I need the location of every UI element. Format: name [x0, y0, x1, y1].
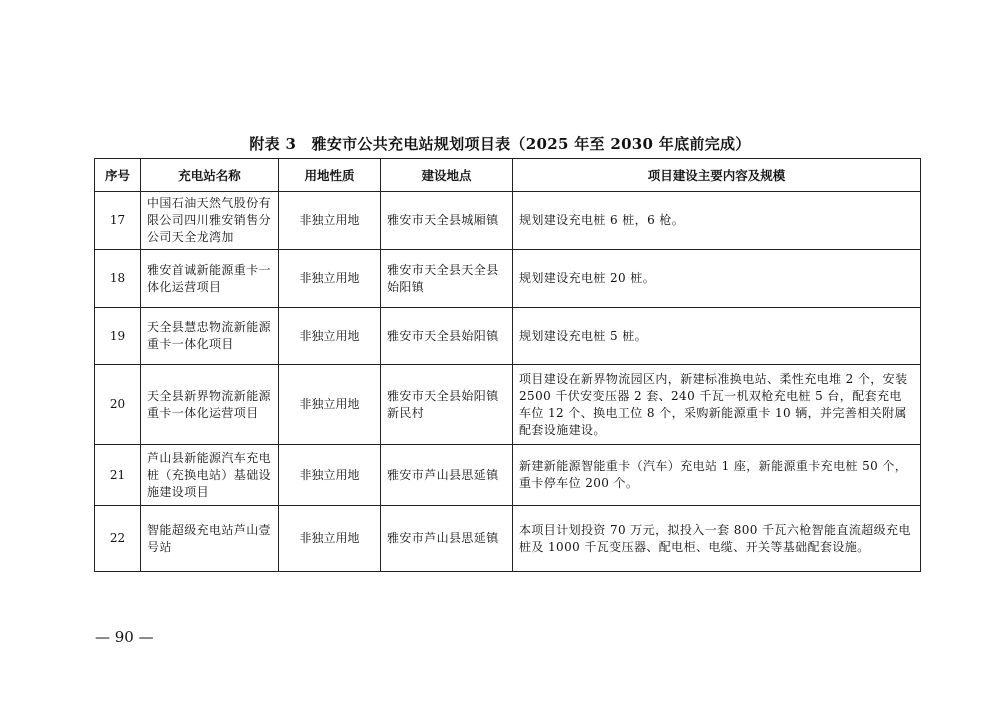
row-content: 本项目计划投资 70 万元，拟投入一套 800 千瓦六枪智能直流超级充电桩及 1000 千瓦变压器、配电柜、电缆、开关等基础配套设施。 [513, 506, 921, 572]
row-serial-number: 20 [95, 365, 141, 445]
row-station-name: 天全县新界物流新能源重卡一体化运营项目 [141, 365, 279, 445]
row-station-name: 雅安首诚新能源重卡一体化运营项目 [141, 250, 279, 308]
table-row [95, 506, 921, 572]
row-content: 规划建设充电桩 6 桩，6 枪。 [513, 192, 921, 250]
row-location: 雅安市芦山县思延镇 [381, 445, 513, 506]
row-location: 雅安市芦山县思延镇 [381, 506, 513, 572]
row-content: 项目建设在新界物流园区内，新建标准换电站、柔性充电堆 2 个，安装 2500 千伏安变压器 2 套、240 千瓦一机双枪充电桩 5 台，配套充电车位 12 个、换电工位 8 个，采购新能源重卡 10 辆，并完善相关附属配套设施建设。 [513, 365, 921, 445]
table-row [95, 192, 921, 250]
row-serial-number: 19 [95, 308, 141, 365]
row-location: 雅安市天全县天全县始阳镇 [381, 250, 513, 308]
row-station-name: 智能超级充电站芦山壹号站 [141, 506, 279, 572]
table-row [95, 445, 921, 506]
header-location: 建设地点 [381, 159, 513, 192]
row-land-type: 非独立用地 [279, 308, 381, 365]
charging-station-plan-table [94, 158, 921, 572]
header-land-type: 用地性质 [279, 159, 381, 192]
row-location: 雅安市天全县始阳镇新民村 [381, 365, 513, 445]
page-number: — 90 — [95, 628, 154, 646]
row-station-name: 天全县慧忠物流新能源重卡一体化项目 [141, 308, 279, 365]
row-content: 规划建设充电桩 20 桩。 [513, 250, 921, 308]
table-row [95, 365, 921, 445]
row-serial-number: 22 [95, 506, 141, 572]
table-header-row [95, 159, 921, 192]
header-station-name: 充电站名称 [141, 159, 279, 192]
document-title: 附表 3 雅安市公共充电站规划项目表（2025 年至 2030 年底前完成） [249, 135, 751, 153]
row-station-name: 中国石油天然气股份有限公司四川雅安销售分公司天全龙湾加 [141, 192, 279, 250]
row-serial-number: 21 [95, 445, 141, 506]
row-location: 雅安市天全县始阳镇 [381, 308, 513, 365]
row-content: 规划建设充电桩 5 桩。 [513, 308, 921, 365]
row-land-type: 非独立用地 [279, 506, 381, 572]
table-row [95, 250, 921, 308]
table-row [95, 308, 921, 365]
row-serial-number: 17 [95, 192, 141, 250]
row-station-name: 芦山县新能源汽车充电桩（充换电站）基础设施建设项目 [141, 445, 279, 506]
row-land-type: 非独立用地 [279, 445, 381, 506]
row-land-type: 非独立用地 [279, 365, 381, 445]
row-land-type: 非独立用地 [279, 192, 381, 250]
header-content: 项目建设主要内容及规模 [513, 159, 921, 192]
row-content: 新建新能源智能重卡（汽车）充电站 1 座，新能源重卡充电桩 50 个，重卡停车位 200 个。 [513, 445, 921, 506]
row-location: 雅安市天全县城厢镇 [381, 192, 513, 250]
row-land-type: 非独立用地 [279, 250, 381, 308]
row-serial-number: 18 [95, 250, 141, 308]
header-serial-number: 序号 [95, 159, 141, 192]
